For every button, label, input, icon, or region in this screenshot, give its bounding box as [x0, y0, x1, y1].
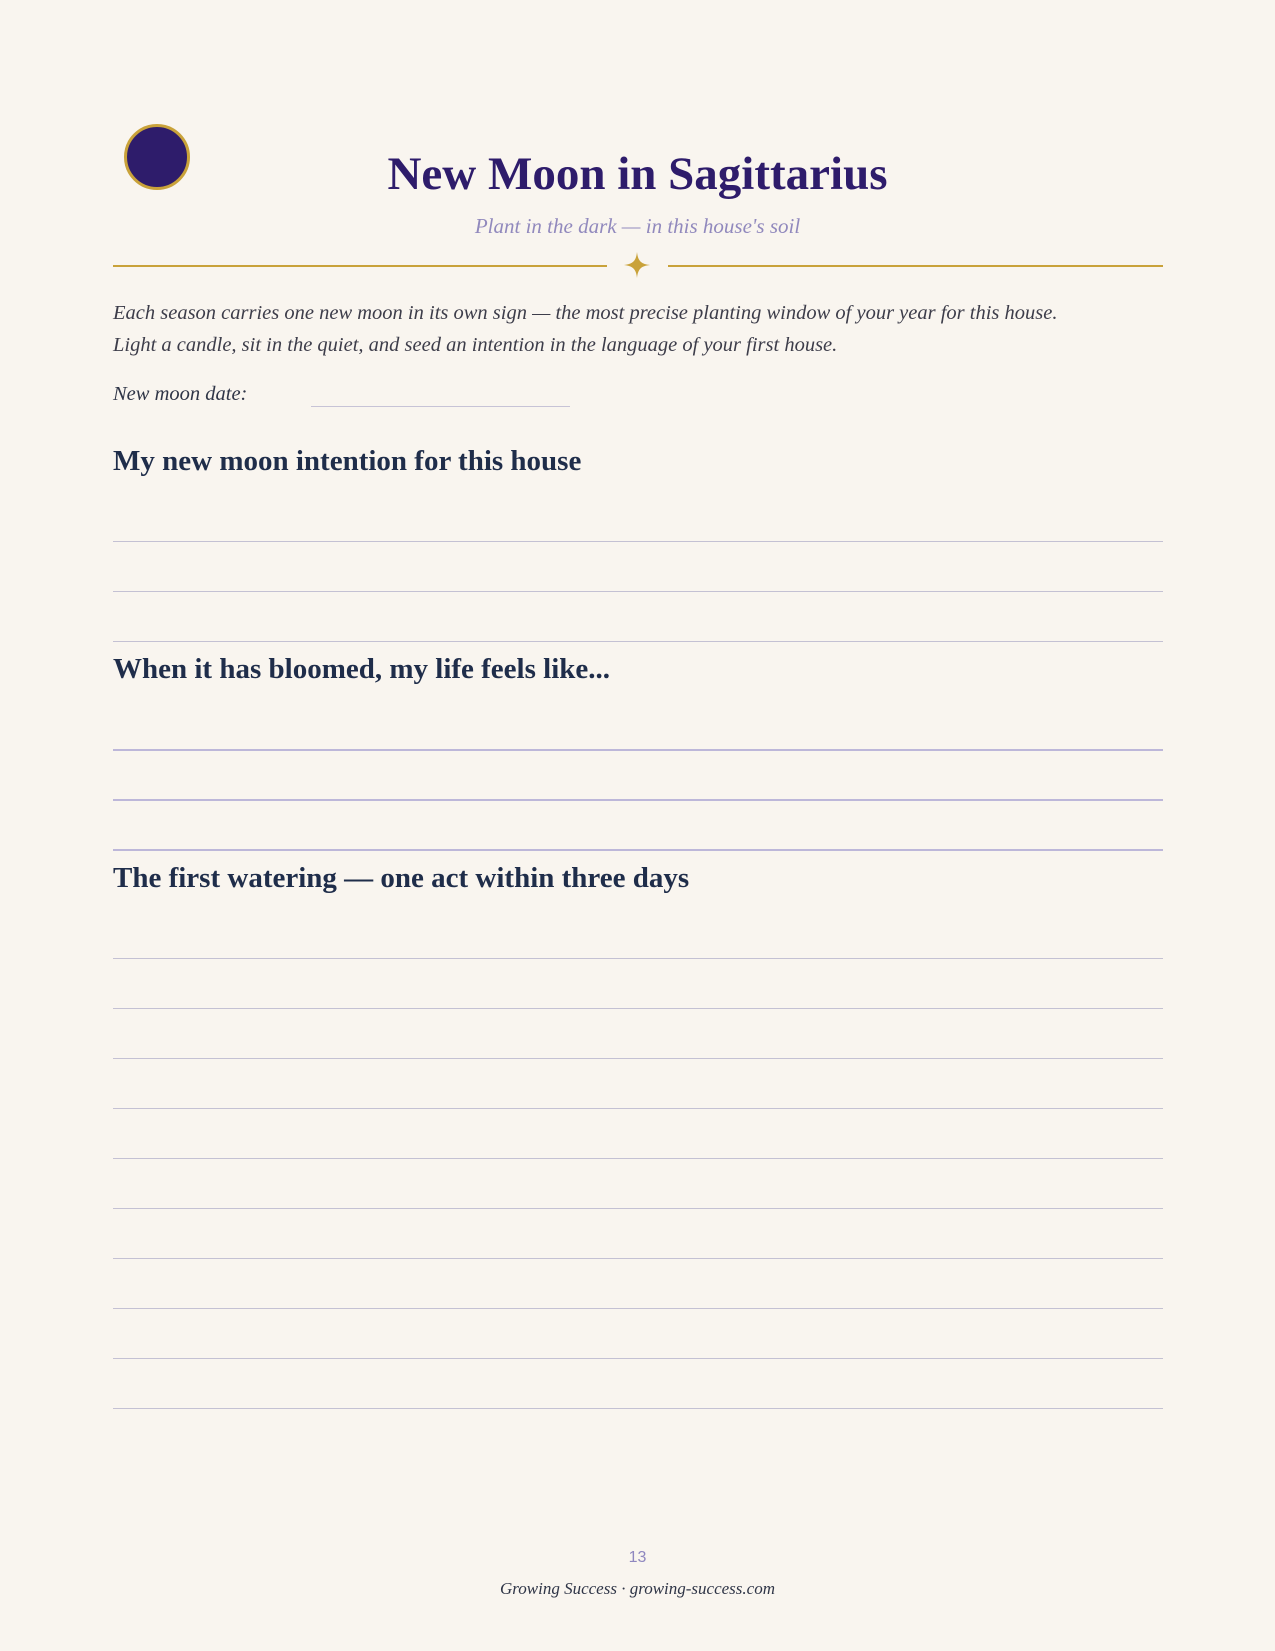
section-heading-intention: My new moon intention for this house [113, 445, 582, 477]
writing-line[interactable] [113, 1208, 1163, 1209]
divider-right [668, 265, 1163, 267]
writing-line[interactable] [113, 958, 1163, 959]
writing-line[interactable] [113, 1108, 1163, 1109]
new-moon-date-label: New moon date: [113, 383, 248, 405]
writing-line[interactable] [113, 1408, 1163, 1409]
section-heading-bloomed: When it has bloomed, my life feels like... [113, 653, 611, 685]
writing-line[interactable] [113, 1258, 1163, 1259]
writing-line[interactable] [113, 641, 1163, 642]
writing-line[interactable] [113, 1358, 1163, 1359]
page-subtitle: Plant in the dark — in this house's soil [474, 214, 801, 238]
intro-line: Each season carries one new moon in its own sign — the most precise planting window of your year for this house. [113, 302, 1058, 324]
writing-line[interactable] [113, 799, 1163, 801]
four-point-star-icon [624, 252, 650, 278]
writing-line[interactable] [113, 1158, 1163, 1159]
writing-line[interactable] [113, 849, 1163, 851]
writing-line[interactable] [113, 1058, 1163, 1059]
intro-line: Light a candle, sit in the quiet, and seed an intention in the language of your first house. [113, 334, 838, 356]
writing-line[interactable] [113, 541, 1163, 542]
divider-left [113, 265, 607, 267]
page-number: 13 [628, 1549, 647, 1566]
writing-line[interactable] [113, 1008, 1163, 1009]
intro-paragraph [113, 297, 1183, 361]
writing-line[interactable] [113, 749, 1163, 751]
footer-credit: Growing Success · growing-success.com [500, 1579, 775, 1598]
new-moon-date-field[interactable] [311, 406, 570, 407]
writing-line[interactable] [113, 1308, 1163, 1309]
section-heading-first-watering: The first watering — one act within three days [113, 862, 690, 894]
page-title: New Moon in Sagittarius [387, 148, 888, 200]
writing-line[interactable] [113, 591, 1163, 592]
